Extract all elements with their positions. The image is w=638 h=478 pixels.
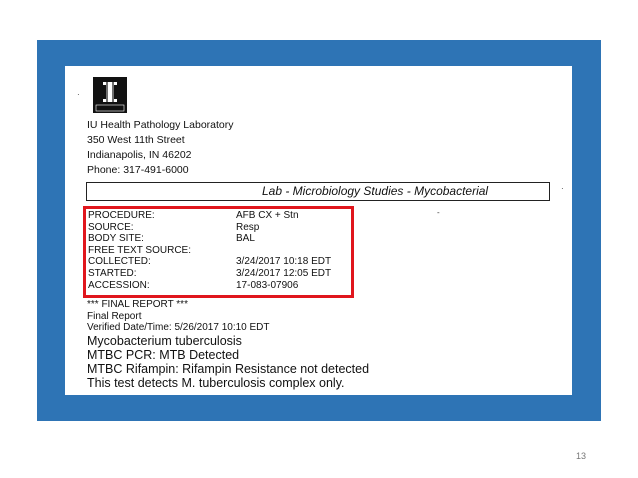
scan-mark: · — [561, 184, 564, 193]
field-row-body-site — [88, 233, 358, 245]
section-title: Lab - Microbiology Studies - Mycobacterial — [262, 184, 489, 198]
field-value: 17-083-07906 — [236, 279, 299, 291]
field-value: AFB CX + Stn — [236, 210, 299, 221]
field-label: STARTED: — [88, 267, 137, 279]
field-label: SOURCE: — [88, 221, 134, 233]
field-value: Resp — [236, 221, 260, 233]
lab-name: IU Health Pathology Laboratory — [87, 119, 234, 131]
section-title-bar — [86, 182, 550, 201]
lab-phone: Phone: 317-491-6000 — [87, 164, 189, 176]
field-row-free-text-source — [88, 245, 358, 257]
field-row-started — [88, 268, 358, 280]
organism-result: Mycobacterium tuberculosis — [87, 333, 242, 348]
lab-address — [87, 118, 234, 178]
page-number: 13 — [576, 451, 587, 461]
rifampin-result: MTBC Rifampin: Rifampin Resistance not detected — [87, 361, 370, 376]
final-report-header: *** FINAL REPORT *** — [87, 299, 188, 310]
specimen-fields — [88, 210, 358, 291]
scan-mark: · — [77, 90, 80, 99]
field-row-procedure — [88, 210, 358, 222]
field-value: 3/24/2017 12:05 EDT — [236, 267, 332, 279]
final-report-label: Final Report — [87, 310, 142, 322]
final-report-section — [87, 299, 369, 390]
field-row-collected — [88, 256, 358, 268]
lab-city: Indianapolis, IN 46202 — [87, 149, 192, 161]
lab-report-document — [65, 66, 572, 395]
test-note: This test detects M. tuberculosis complex only. — [87, 375, 345, 390]
iu-health-logo — [93, 77, 127, 113]
field-value: 3/24/2017 10:18 EDT — [236, 256, 332, 268]
field-label: COLLECTED: — [88, 256, 151, 268]
verified-datetime: Verified Date/Time: 5/26/2017 10:10 EDT — [87, 322, 270, 333]
field-label: PROCEDURE: — [88, 210, 155, 221]
field-label: ACCESSION: — [88, 279, 150, 291]
field-row-source — [88, 222, 358, 234]
field-row-accession — [88, 280, 358, 292]
field-value: BAL — [236, 233, 255, 245]
scan-mark: - — [437, 208, 440, 217]
field-label: FREE TEXT SOURCE: — [88, 244, 191, 256]
lab-street: 350 West 11th Street — [87, 134, 185, 146]
pcr-result: MTBC PCR: MTB Detected — [87, 347, 240, 362]
field-label: BODY SITE: — [88, 233, 144, 245]
